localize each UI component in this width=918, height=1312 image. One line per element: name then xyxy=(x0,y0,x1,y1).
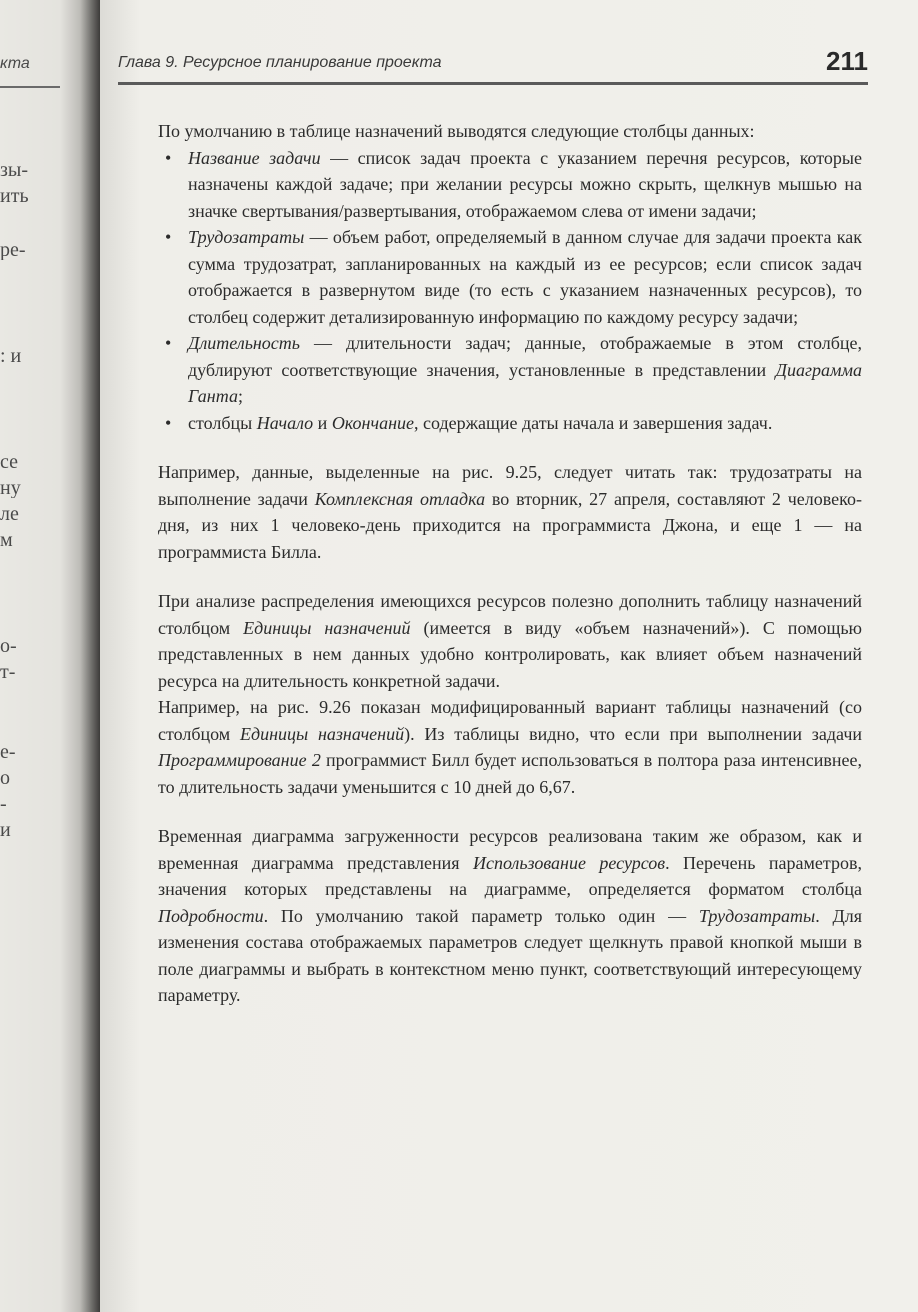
page-number: 211 xyxy=(826,46,868,76)
item-text: — список задач проекта с указанием перечня ресурсов, которые назначены каждой задаче; при желании ресурсы можно скрыть, щелкнув мышью на значке свертывания/развертывания, отображаемом слева от имени задачи; xyxy=(188,147,862,221)
item-text: — объем работ, определяемый в данном случае для задачи проекта как сумма трудозатрат, запланированных на каждый из ее ресурсов; если список задач отображается в развернутом виде (то есть с указанием назначенных ресурсов), то столбец содержит детализированную информацию по каждому ресурсу задачи; xyxy=(188,227,862,327)
paragraph-analysis xyxy=(158,588,862,694)
item-text: и xyxy=(313,412,332,433)
prev-page-fragment: зы- xyxy=(0,160,28,180)
prev-page-fragment: и xyxy=(0,820,11,840)
intro-paragraph: По умолчанию в таблице назначений выводятся следующие столбцы данных: xyxy=(158,121,755,141)
bullet-icon: • xyxy=(165,333,172,353)
columns-list xyxy=(158,145,862,437)
prev-page-fragment: т- xyxy=(0,662,16,682)
term: Комплексная отладка xyxy=(314,488,486,509)
term: Диаграмма Ганта xyxy=(188,359,862,406)
term: Название задачи xyxy=(188,147,321,168)
list-item xyxy=(158,224,862,330)
prev-page-fragment: ре- xyxy=(0,240,26,260)
text: Временная диаграмма загруженности ресурсов реализована таким же образом, как и временная диаграмма представления xyxy=(158,826,862,873)
paragraph-example-1 xyxy=(158,459,862,565)
bullet-icon: • xyxy=(165,147,172,168)
item-text: ; xyxy=(237,386,243,406)
term: Использование ресурсов xyxy=(472,852,666,873)
running-header xyxy=(118,46,868,80)
bullet-icon: • xyxy=(165,227,172,247)
term: Подробности xyxy=(158,905,264,926)
text: При анализе распределения имеющихся ресурсов полезно дополнить таблицу назначений столбцом xyxy=(158,591,862,638)
list-item xyxy=(158,330,862,410)
chapter-title: Глава 9. Ресурсное планирование проекта xyxy=(118,54,442,71)
prev-page-fragment: ну xyxy=(0,478,21,498)
paragraph-timeline xyxy=(158,823,862,1009)
prev-page-fragment: - xyxy=(0,794,7,814)
term: Единицы назначений xyxy=(243,617,411,638)
term: Программирование 2 xyxy=(158,750,321,770)
item-text: столбцы xyxy=(188,412,257,433)
item-text: — длительности задач; данные, отображаемые в этом столбце, дублируют соответствующие значения, установленные в представлении xyxy=(188,333,862,380)
prev-page-fragment: ить xyxy=(0,186,29,206)
term: Трудозатраты xyxy=(698,905,816,926)
book-page xyxy=(100,0,918,1312)
prev-page-fragment: ле xyxy=(0,504,19,524)
prev-page-fragment: м xyxy=(0,530,13,550)
prev-page-fragment: о xyxy=(0,768,10,788)
text: . Перечень параметров, значения которых представлены на диаграмме, определяется форматом столбца xyxy=(158,852,862,899)
header-rule xyxy=(118,82,868,85)
list-item xyxy=(158,410,862,437)
term: Трудозатраты xyxy=(188,227,305,247)
prev-page-fragment: о- xyxy=(0,636,17,656)
prev-page-fragment: : и xyxy=(0,346,22,366)
prev-page-fragment: кта xyxy=(0,56,30,72)
prev-page-fragment: се xyxy=(0,452,18,472)
text: (имеется в виду «объем назначений»). С помощью представленных в нем данных удобно контролировать, как влияет объем назначений ресурса на длительность конкретной задачи. xyxy=(158,617,863,691)
term: Единицы назначений xyxy=(239,723,405,744)
list-item xyxy=(158,145,862,225)
book-spine xyxy=(0,0,100,1312)
paragraph-example-2 xyxy=(158,694,862,800)
text: Например, на рис. 9.26 показан модифицированный вариант таблицы назначений (со столбцом xyxy=(158,697,862,744)
prev-page-fragment: е- xyxy=(0,742,16,762)
text: во вторник, 27 апреля, составляют 2 человеко-дня, из них 1 человеко-день приходится на программиста Джона, и еще 1 — на программиста Билла. xyxy=(158,488,862,562)
text: . Для изменения состава отображаемых параметров следует щелкнуть правой кнопкой мыши в поле диаграммы и выбрать в контекстном меню пункт, соответствующий интересующему параметру. xyxy=(158,905,862,1005)
term: Длительность xyxy=(188,333,300,353)
item-text: , содержащие даты начала и завершения задач. xyxy=(413,412,773,433)
text: . По умолчанию такой параметр только один — xyxy=(263,905,699,926)
prev-page-header-rule xyxy=(0,86,60,88)
page-body xyxy=(158,118,862,1009)
bullet-icon: • xyxy=(165,412,172,433)
text: программист Билл будет использоваться в полтора раза интенсивнее, то длительность задачи уменьшится с 10 дней до 6,67. xyxy=(158,750,862,797)
text: Например, данные, выделенные на рис. 9.25, следует читать так: трудозатраты на выполнение задачи xyxy=(158,462,862,509)
text: ). Из таблицы видно, что если при выполнении задачи xyxy=(404,723,863,744)
term: Начало xyxy=(256,412,314,433)
term: Окончание xyxy=(331,412,414,433)
